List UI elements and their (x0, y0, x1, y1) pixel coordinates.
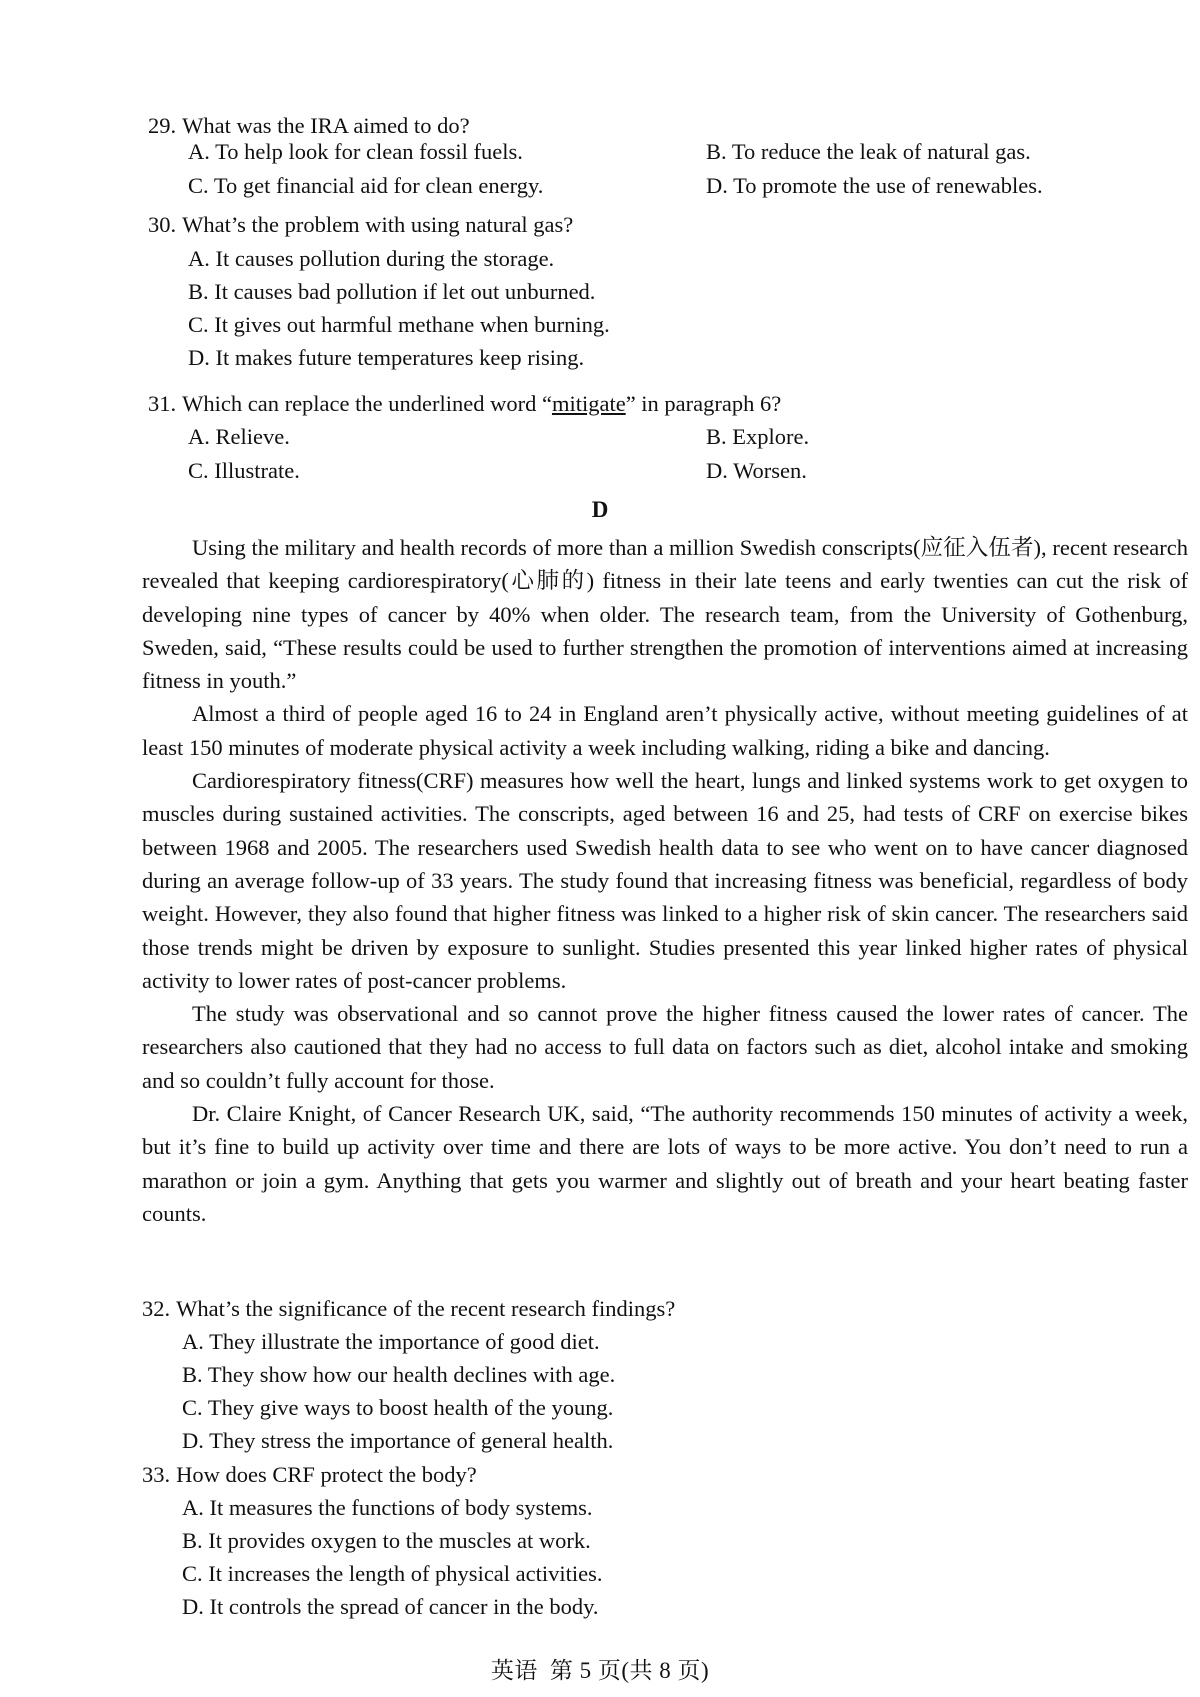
option-b (706, 424, 809, 450)
page-footer (0, 1652, 1200, 1685)
question-number: 32. (142, 1296, 171, 1321)
option-b (182, 1528, 603, 1561)
option-text: It gives out harmful methane when burning. (214, 312, 610, 337)
question-30-options (188, 246, 610, 378)
option-text: Explore. (732, 424, 810, 449)
option-label: A. (188, 139, 210, 164)
question-number: 33. (142, 1462, 171, 1487)
option-b (188, 279, 610, 312)
option-label: D. (182, 1428, 204, 1453)
question-32-stem (142, 1296, 675, 1322)
option-label: A. (182, 1495, 204, 1520)
question-text: What was the IRA aimed to do? (182, 113, 470, 138)
option-text: It provides oxygen to the muscles at work. (208, 1528, 591, 1553)
options-row (188, 139, 1188, 173)
option-label: B. (706, 424, 727, 449)
passage-d (142, 531, 1188, 1230)
option-text: It increases the length of physical activities. (208, 1561, 603, 1586)
option-text: They stress the importance of general health. (209, 1428, 614, 1453)
option-d (182, 1428, 615, 1461)
option-label: B. (182, 1528, 203, 1553)
option-text: It makes future temperatures keep rising. (215, 345, 585, 370)
option-text: To reduce the leak of natural gas. (731, 139, 1031, 164)
option-a (188, 139, 523, 165)
question-number: 31. (148, 391, 177, 416)
option-text: It causes pollution during the storage. (215, 246, 555, 271)
option-text: To promote the use of renewables. (733, 173, 1043, 198)
option-b (706, 139, 1031, 165)
option-text: Worsen. (733, 458, 807, 483)
option-label: C. (182, 1395, 203, 1420)
option-c (182, 1395, 615, 1428)
option-label: B. (182, 1362, 203, 1387)
passage-paragraph: Almost a third of people aged 16 to 24 in England aren’t physically active, without meeting guidelines of at least 150 minutes of moderate physical activity a week including walking, riding a bike and dancing. (142, 701, 1188, 760)
question-31-stem (148, 391, 781, 417)
passage-paragraph: Using the military and health records of more than a million Swedish conscripts(应征入伍者), recent research revealed that keeping cardiorespiratory(心肺的) fitness in their late teens and early twenties can cut the risk of developing nine types of cancer by 40% when older. The research team, from the University of Gothenburg, Sweden, said, “These results could be used to further strengthen the promotion of interventions aimed at increasing fitness in youth.” (142, 535, 1188, 694)
footer-subject: 英语 (490, 1658, 538, 1683)
option-text: They show how our health declines with age. (207, 1362, 616, 1387)
option-c (188, 458, 300, 484)
option-a (182, 1329, 615, 1362)
option-label: C. (182, 1561, 203, 1586)
question-text: What’s the significance of the recent research findings? (176, 1296, 676, 1321)
options-row (188, 424, 1188, 458)
option-c (182, 1561, 603, 1594)
option-text: Relieve. (215, 424, 290, 449)
option-label: A. (188, 424, 210, 449)
question-number: 30. (148, 212, 177, 237)
question-text: What’s the problem with using natural gas? (182, 212, 574, 237)
option-label: C. (188, 312, 209, 337)
section-heading: D (591, 497, 609, 522)
question-32-options (182, 1329, 615, 1461)
option-a (188, 246, 610, 279)
option-label: D. (706, 173, 728, 198)
option-c (188, 312, 610, 345)
option-text: It controls the spread of cancer in the body. (209, 1594, 599, 1619)
options-row (188, 173, 1188, 207)
question-33-options (182, 1495, 603, 1627)
option-label: A. (188, 246, 210, 271)
question-30-stem (148, 212, 573, 238)
option-label: B. (188, 279, 209, 304)
option-label: D. (706, 458, 728, 483)
question-text-after: ” in paragraph 6? (625, 391, 782, 416)
option-text: They give ways to boost health of the young. (207, 1395, 614, 1420)
underlined-word: mitigate (551, 391, 626, 416)
option-text: To help look for clean fossil fuels. (215, 139, 523, 164)
question-text-before: Which can replace the underlined word “ (182, 391, 552, 416)
option-text: They illustrate the importance of good diet. (209, 1329, 600, 1354)
option-label: C. (188, 458, 209, 483)
option-label: B. (706, 139, 727, 164)
options-row (188, 458, 1188, 492)
question-number: 29. (148, 113, 177, 138)
option-label: A. (182, 1329, 204, 1354)
question-29-stem (148, 113, 470, 139)
option-text: It measures the functions of body systems. (209, 1495, 593, 1520)
option-d (706, 173, 1043, 199)
question-33-stem (142, 1462, 477, 1488)
option-label: D. (188, 345, 210, 370)
option-text: Illustrate. (214, 458, 300, 483)
question-31-options (188, 424, 1188, 492)
option-d (188, 345, 610, 378)
option-a (188, 424, 290, 450)
option-label: D. (182, 1594, 204, 1619)
option-b (182, 1362, 615, 1395)
option-text: It causes bad pollution if let out unburned. (214, 279, 596, 304)
passage-paragraph: Cardiorespiratory fitness(CRF) measures how well the heart, lungs and linked systems work to get oxygen to muscles during sustained activities. The conscripts, aged between 16 and 25, had tests of CRF on exercise bikes between 1968 and 2005. The researchers used Swedish health data to see who went on to have cancer diagnosed during an average follow-up of 33 years. The study found that increasing fitness was beneficial, regardless of body weight. However, they also found that higher fitness was linked to a higher risk of skin cancer. The researchers said those trends might be driven by exposure to sunlight. Studies presented this year linked higher rates of physical activity to lower rates of post-cancer problems. (142, 768, 1188, 993)
passage-paragraph: Dr. Claire Knight, of Cancer Research UK, said, “The authority recommends 150 minutes of activity a week, but it’s fine to build up activity over time and there are lots of ways to be more active. You don’t need to run a marathon or join a gym. Anything that gets you warmer and slightly out of breath and your heart beating faster counts. (142, 1101, 1188, 1226)
option-c (188, 173, 543, 199)
question-text: How does CRF protect the body? (176, 1462, 477, 1487)
option-a (182, 1495, 603, 1528)
option-text: To get financial aid for clean energy. (213, 173, 544, 198)
passage-paragraph: The study was observational and so cannot prove the higher fitness caused the lower rates of cancer. The researchers also cautioned that they had no access to full data on factors such as diet, alcohol intake and smoking and so couldn’t fully account for those. (142, 1001, 1188, 1093)
option-d (706, 458, 807, 484)
footer-page-number: 第 5 页(共 8 页) (549, 1658, 710, 1683)
question-29-options (188, 139, 1188, 207)
option-d (182, 1594, 603, 1627)
option-label: C. (188, 173, 209, 198)
